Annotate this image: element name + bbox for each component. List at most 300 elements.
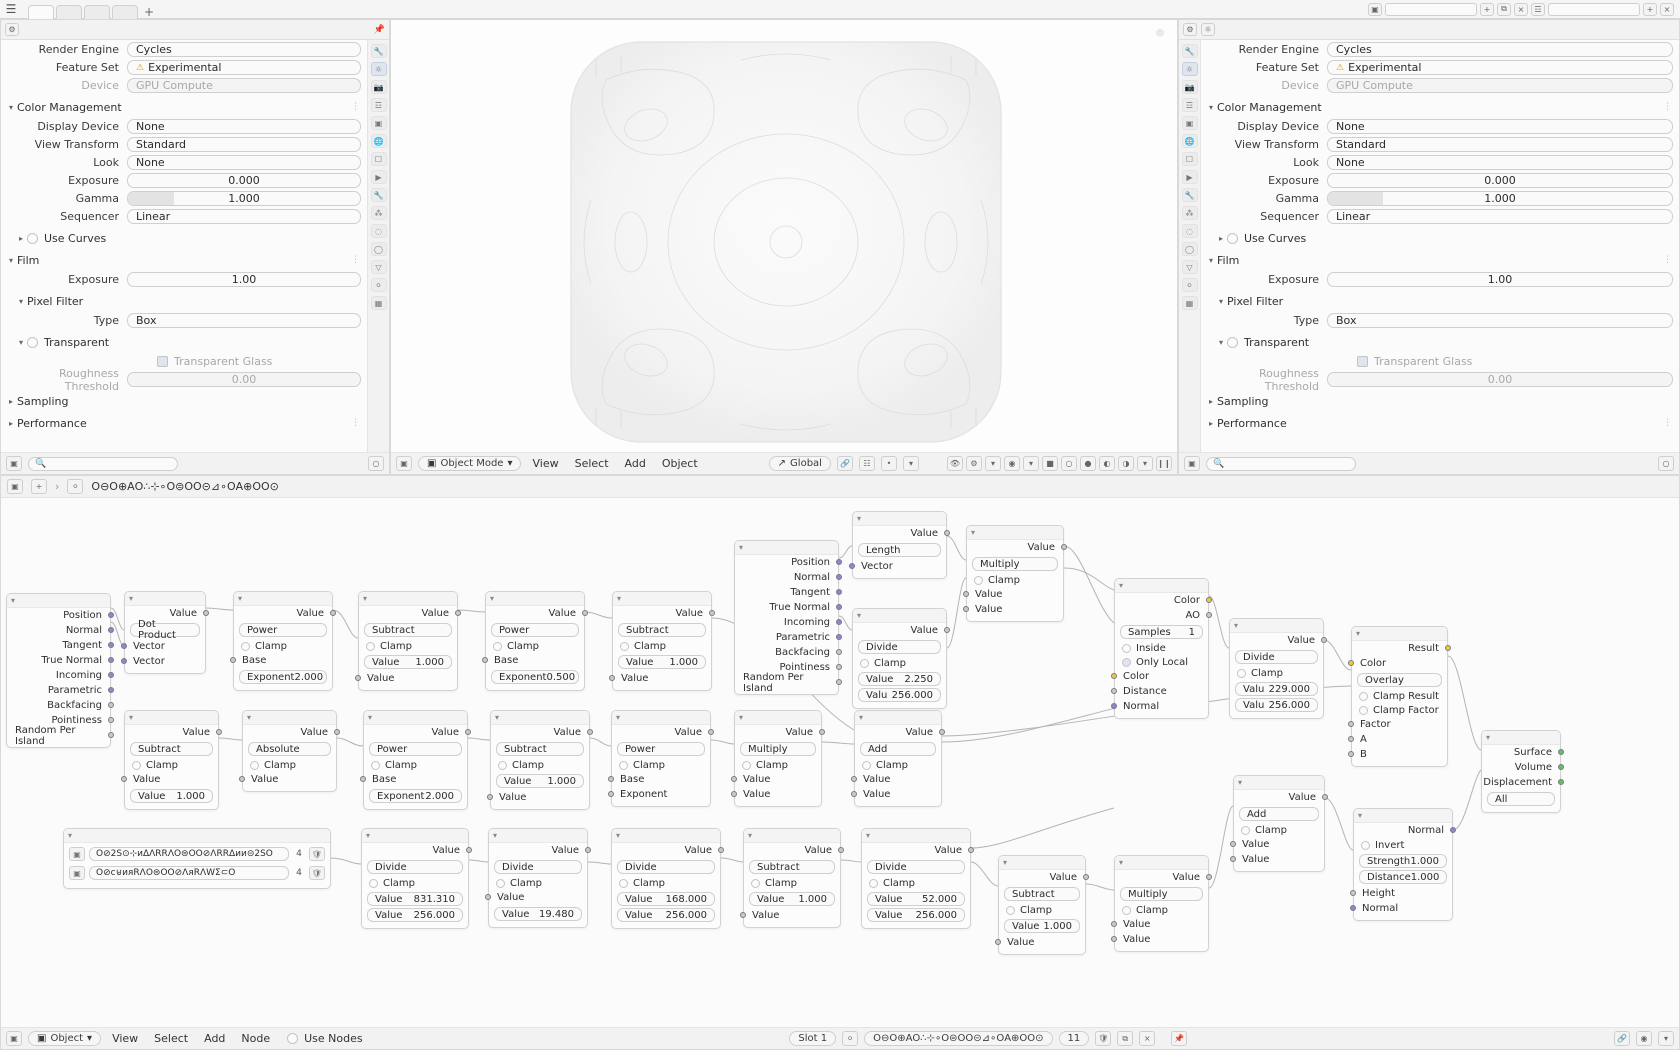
browse-image-icon[interactable]: ▣ — [69, 866, 85, 880]
output-socket[interactable] — [1115, 870, 1208, 885]
socket-dot[interactable] — [836, 649, 842, 655]
roughness-threshold-field[interactable]: 0.00 — [1327, 372, 1673, 387]
node-math-absolute[interactable] — [242, 710, 337, 792]
node-ambient-occlusion[interactable] — [1114, 578, 1209, 719]
node-math-subtract-1[interactable] — [358, 591, 458, 691]
node-value-field[interactable] — [1235, 698, 1318, 712]
node-value-field[interactable] — [496, 774, 584, 788]
overlay-icon[interactable]: ◉ — [1636, 1031, 1652, 1046]
menu-select[interactable]: Select — [154, 1032, 189, 1045]
overlays-dropdown-icon[interactable]: ▾ — [1023, 456, 1039, 471]
node-header[interactable] — [735, 711, 821, 725]
node-vector-math-length[interactable] — [852, 511, 947, 579]
tab-particles[interactable]: ⁂ — [371, 206, 387, 220]
node-checkbox-row[interactable] — [1234, 823, 1324, 837]
socket-dot[interactable] — [608, 776, 614, 782]
scene-icon[interactable]: ▣ — [1368, 3, 1382, 16]
node-header[interactable] — [853, 609, 946, 623]
node-dropdown[interactable] — [239, 623, 327, 637]
socket-dot[interactable] — [731, 791, 737, 797]
output-socket[interactable] — [234, 606, 332, 621]
workspace-tab-2[interactable] — [56, 5, 82, 19]
menu-view[interactable]: View — [112, 1032, 139, 1045]
socket-dot[interactable] — [1230, 841, 1236, 847]
socket-dot[interactable] — [1322, 794, 1328, 800]
output-socket[interactable] — [1230, 633, 1323, 648]
node-value-field[interactable] — [364, 655, 452, 669]
output-socket[interactable] — [612, 843, 720, 858]
node-dropdown[interactable] — [858, 640, 941, 654]
node-dropdown[interactable] — [364, 623, 452, 637]
checkbox[interactable] — [241, 642, 250, 651]
socket-dot[interactable] — [836, 574, 842, 580]
output-socket[interactable] — [862, 843, 970, 858]
node-math-power-2[interactable] — [485, 591, 585, 691]
output-socket[interactable] — [1482, 760, 1560, 775]
node-checkbox-row[interactable] — [855, 758, 941, 772]
node-dropdown[interactable] — [369, 742, 462, 756]
node-dropdown[interactable] — [618, 623, 706, 637]
shield-icon[interactable]: 🛡 — [1095, 1031, 1111, 1046]
socket-dot[interactable] — [108, 642, 114, 648]
output-socket[interactable] — [613, 606, 711, 621]
socket-dot[interactable] — [587, 729, 593, 735]
output-socket[interactable] — [735, 615, 838, 630]
node-value-field[interactable] — [494, 907, 582, 921]
output-socket[interactable] — [7, 638, 110, 653]
pixel-filter-panel-header[interactable] — [1215, 292, 1673, 310]
node-math-divide-3[interactable] — [361, 828, 469, 929]
node-math-add-1[interactable] — [854, 710, 942, 807]
roughness-threshold-field[interactable]: 0.00 — [127, 372, 361, 387]
tab-object[interactable]: ▶ — [1182, 170, 1198, 184]
node-math-power-1[interactable] — [233, 591, 333, 691]
socket-dot[interactable] — [836, 634, 842, 640]
tab-tool[interactable]: 🔧 — [371, 44, 387, 58]
socket-dot[interactable] — [465, 729, 471, 735]
node-image-texture-group[interactable] — [63, 828, 331, 889]
socket-dot[interactable] — [1348, 721, 1354, 727]
socket-dot[interactable] — [330, 610, 336, 616]
socket-dot[interactable] — [108, 612, 114, 618]
node-checkbox-row[interactable] — [862, 876, 970, 890]
film-panel-header[interactable] — [5, 251, 361, 269]
input-socket[interactable] — [1115, 917, 1208, 932]
node-math-multiply-3[interactable] — [1114, 855, 1209, 952]
input-socket[interactable] — [967, 587, 1063, 602]
socket-dot[interactable] — [108, 657, 114, 663]
node-header[interactable] — [1234, 776, 1324, 790]
node-checkbox-row[interactable] — [486, 639, 584, 653]
output-socket[interactable] — [7, 623, 110, 638]
socket-dot[interactable] — [836, 664, 842, 670]
tab-object[interactable]: ▶ — [371, 170, 387, 184]
socket-dot[interactable] — [1230, 856, 1236, 862]
node-checkbox-row[interactable] — [359, 639, 457, 653]
node-dropdown[interactable] — [617, 860, 715, 874]
output-socket[interactable] — [744, 843, 840, 858]
color-management-panel-header[interactable] — [5, 98, 361, 116]
node-value-field[interactable] — [1004, 919, 1080, 933]
checkbox[interactable] — [619, 761, 628, 770]
slot-selector[interactable] — [789, 1031, 836, 1046]
node-value-field[interactable] — [867, 892, 965, 906]
transform-orientation-dropdown[interactable] — [769, 456, 831, 471]
use-curves-panel-header[interactable] — [1215, 229, 1673, 247]
sequencer-dropdown[interactable]: Linear — [1327, 209, 1673, 224]
socket-dot[interactable] — [838, 847, 844, 853]
node-header[interactable] — [359, 592, 457, 606]
output-socket[interactable] — [7, 653, 110, 668]
output-socket[interactable] — [1354, 823, 1452, 838]
node-value-field[interactable] — [618, 655, 706, 669]
node-header[interactable] — [612, 829, 720, 843]
node-bump-node[interactable] — [1353, 808, 1453, 921]
socket-dot[interactable] — [108, 672, 114, 678]
menu-icon[interactable]: ☰ — [5, 2, 17, 16]
node-dropdown[interactable] — [1235, 650, 1318, 664]
input-socket[interactable] — [1352, 732, 1447, 747]
input-socket[interactable] — [486, 653, 584, 668]
node-mix-overlay[interactable] — [1351, 626, 1448, 767]
socket-dot[interactable] — [1350, 905, 1356, 911]
checkbox[interactable] — [498, 761, 507, 770]
render-engine-dropdown[interactable]: Cycles — [127, 42, 361, 57]
input-socket[interactable] — [1352, 656, 1447, 671]
image-datablock-row[interactable] — [69, 865, 325, 881]
node-checkbox-row[interactable] — [125, 758, 218, 772]
tab-view-layer[interactable]: ☲ — [1182, 98, 1198, 112]
workspace-tab-4[interactable] — [112, 5, 138, 19]
node-dropdown[interactable] — [1487, 792, 1555, 806]
output-socket[interactable] — [967, 540, 1063, 555]
options-button[interactable]: ○ — [368, 456, 384, 471]
node-math-divide-5[interactable] — [611, 828, 721, 929]
gamma-slider[interactable] — [127, 191, 361, 206]
output-socket[interactable] — [1482, 745, 1560, 760]
input-socket[interactable] — [489, 890, 587, 905]
node-dropdown[interactable] — [496, 742, 584, 756]
node-math-subtract-3[interactable] — [124, 710, 219, 810]
socket-dot[interactable] — [334, 729, 340, 735]
input-socket[interactable] — [735, 787, 821, 802]
node-dropdown[interactable] — [494, 860, 582, 874]
input-socket[interactable] — [855, 787, 941, 802]
viewport-canvas[interactable] — [391, 20, 1177, 452]
xray-toggle[interactable]: ■ — [1042, 456, 1058, 471]
transparent-checkbox[interactable] — [27, 337, 38, 348]
render-engine-dropdown[interactable]: Cycles — [1327, 42, 1673, 57]
socket-dot[interactable] — [1111, 703, 1117, 709]
node-checkbox-row[interactable] — [362, 876, 468, 890]
output-socket[interactable] — [489, 843, 587, 858]
node-checkbox-row[interactable] — [612, 876, 720, 890]
performance-panel-header[interactable] — [5, 414, 361, 432]
tab-scene[interactable]: ▣ — [371, 116, 387, 130]
node-checkbox-row[interactable] — [612, 758, 710, 772]
display-device-dropdown[interactable]: None — [127, 119, 361, 134]
node-dropdown[interactable] — [858, 543, 941, 557]
socket-dot[interactable] — [455, 610, 461, 616]
exposure-slider[interactable] — [1327, 173, 1673, 188]
output-socket[interactable] — [735, 725, 821, 740]
navigation-gizmo[interactable]: ◎ — [1156, 28, 1164, 38]
input-socket[interactable] — [125, 639, 205, 654]
viewlayer-icon[interactable]: ☲ — [1531, 3, 1545, 16]
input-socket[interactable] — [1115, 684, 1208, 699]
socket-dot[interactable] — [1348, 736, 1354, 742]
node-checkbox-row[interactable] — [234, 639, 332, 653]
snapping-toggle[interactable]: 🔗 — [837, 456, 853, 471]
transparent-glass-row[interactable] — [1357, 353, 1673, 370]
output-socket[interactable] — [125, 725, 218, 740]
pixel-filter-type-dropdown[interactable]: Box — [127, 313, 361, 328]
socket-dot[interactable] — [582, 610, 588, 616]
output-socket[interactable] — [362, 843, 468, 858]
socket-dot[interactable] — [944, 627, 950, 633]
node-header[interactable] — [1115, 856, 1208, 870]
socket-dot[interactable] — [121, 643, 127, 649]
performance-panel-header[interactable] — [1205, 414, 1673, 432]
browse-material-icon[interactable]: ⚪ — [842, 1031, 858, 1046]
node-math-divide-2[interactable] — [1229, 618, 1324, 719]
output-socket[interactable] — [853, 623, 946, 638]
shading-rendered[interactable]: ◑ — [1118, 456, 1134, 471]
transparent-checkbox[interactable] — [1227, 337, 1238, 348]
gizmo-dropdown-icon[interactable]: ▾ — [985, 456, 1001, 471]
socket-dot[interactable] — [121, 776, 127, 782]
pin-icon[interactable]: 📌 — [373, 24, 385, 35]
node-checkbox-row[interactable] — [1354, 838, 1452, 852]
socket-dot[interactable] — [1083, 874, 1089, 880]
shading-dropdown-icon[interactable]: ▾ — [1137, 456, 1153, 471]
input-socket[interactable] — [744, 908, 840, 923]
node-checkbox-row[interactable] — [999, 903, 1085, 917]
browse-image-icon[interactable]: ▣ — [69, 847, 85, 861]
node-value-field[interactable] — [858, 672, 941, 686]
socket-dot[interactable] — [1111, 688, 1117, 694]
output-socket[interactable] — [7, 724, 110, 747]
socket-dot[interactable] — [1558, 749, 1564, 755]
node-math-divide-4[interactable] — [488, 828, 588, 928]
node-geometry-2[interactable] — [734, 540, 839, 695]
image-name[interactable]: Ο⊘2S⊙⊹ᴎΔΛRRΛΟ⊜ΟΟ⊘ΛRRΔᴎᴎ⊝2SΟ — [89, 847, 289, 861]
checkbox[interactable] — [371, 761, 380, 770]
input-socket[interactable] — [125, 654, 205, 669]
socket-dot[interactable] — [1111, 921, 1117, 927]
node-header[interactable] — [862, 829, 970, 843]
workspace-tab-1[interactable] — [28, 5, 54, 19]
film-exposure-field[interactable]: 1.00 — [127, 272, 361, 287]
node-checkbox-row[interactable] — [744, 876, 840, 890]
socket-dot[interactable] — [108, 702, 114, 708]
tab-data[interactable]: ▽ — [1182, 260, 1198, 274]
node-header[interactable] — [1354, 809, 1452, 823]
sequencer-dropdown[interactable]: Linear — [127, 209, 361, 224]
output-socket[interactable] — [1115, 608, 1208, 623]
output-socket[interactable] — [7, 668, 110, 683]
node-dropdown[interactable] — [867, 860, 965, 874]
gamma-slider[interactable] — [1327, 191, 1673, 206]
socket-dot[interactable] — [939, 729, 945, 735]
node-value-field[interactable] — [369, 789, 462, 803]
output-socket[interactable] — [735, 585, 838, 600]
node-dropdown[interactable] — [130, 742, 213, 756]
editor-type-button[interactable]: ▣ — [6, 456, 22, 471]
socket-dot[interactable] — [216, 729, 222, 735]
node-header[interactable] — [855, 711, 941, 725]
node-header[interactable] — [486, 592, 584, 606]
output-socket[interactable] — [855, 725, 941, 740]
node-checkbox-row[interactable] — [364, 758, 467, 772]
checkbox[interactable] — [496, 879, 505, 888]
transparent-panel-header[interactable] — [1215, 333, 1673, 351]
socket-dot[interactable] — [1350, 890, 1356, 896]
editor-type-button[interactable]: ▣ — [7, 479, 23, 494]
new-material-icon[interactable]: ⧉ — [1117, 1031, 1133, 1046]
checkbox[interactable] — [132, 761, 141, 770]
shading-solid[interactable]: ● — [1080, 456, 1096, 471]
node-dropdown[interactable] — [860, 742, 936, 756]
node-math-multiply-2[interactable] — [734, 710, 822, 807]
output-socket[interactable] — [359, 606, 457, 621]
socket-dot[interactable] — [718, 847, 724, 853]
socket-dot[interactable] — [963, 606, 969, 612]
input-socket[interactable] — [125, 772, 218, 787]
socket-dot[interactable] — [355, 675, 361, 681]
socket-dot[interactable] — [836, 679, 842, 685]
node-header[interactable] — [1482, 731, 1560, 745]
tab-texture[interactable]: ▦ — [371, 296, 387, 310]
output-socket[interactable] — [735, 645, 838, 660]
node-header[interactable] — [364, 711, 467, 725]
socket-dot[interactable] — [708, 729, 714, 735]
node-header[interactable] — [1230, 619, 1323, 633]
socket-dot[interactable] — [1558, 779, 1564, 785]
tab-modifiers[interactable]: 🔧 — [371, 188, 387, 202]
output-socket[interactable] — [999, 870, 1085, 885]
node-dropdown[interactable] — [1004, 887, 1080, 901]
node-math-divide-6[interactable] — [861, 828, 971, 929]
socket-dot[interactable] — [609, 675, 615, 681]
checkbox[interactable] — [1359, 692, 1368, 701]
input-socket[interactable] — [1354, 901, 1452, 916]
view-transform-dropdown[interactable]: Standard — [127, 137, 361, 152]
output-socket[interactable] — [1352, 641, 1447, 656]
tab-texture[interactable]: ▦ — [1182, 296, 1198, 310]
output-socket[interactable] — [1234, 790, 1324, 805]
node-math-subtract-6[interactable] — [998, 855, 1086, 955]
input-socket[interactable] — [491, 790, 589, 805]
socket-dot[interactable] — [485, 894, 491, 900]
socket-dot[interactable] — [1450, 827, 1456, 833]
socket-dot[interactable] — [108, 732, 114, 738]
node-math-subtract-2[interactable] — [612, 591, 712, 691]
look-dropdown[interactable]: None — [127, 155, 361, 170]
tab-modifiers[interactable]: 🔧 — [1182, 188, 1198, 202]
input-socket[interactable] — [1234, 837, 1324, 852]
node-checkbox-row[interactable] — [1115, 641, 1208, 655]
input-socket[interactable] — [1234, 852, 1324, 867]
output-socket[interactable] — [853, 526, 946, 541]
input-socket[interactable] — [1354, 886, 1452, 901]
display-device-dropdown[interactable]: None — [1327, 119, 1673, 134]
feature-set-dropdown[interactable] — [1327, 60, 1673, 75]
tab-render[interactable]: ☼ — [1182, 62, 1198, 76]
search-input[interactable] — [28, 457, 178, 471]
socket-dot[interactable] — [819, 729, 825, 735]
input-socket[interactable] — [1115, 669, 1208, 684]
proportional-falloff-icon[interactable]: ▾ — [903, 456, 919, 471]
color-management-panel-header[interactable] — [1205, 98, 1673, 116]
checkbox[interactable] — [1361, 841, 1370, 850]
tab-collection[interactable]: ☐ — [371, 152, 387, 166]
socket-dot[interactable] — [1445, 645, 1451, 651]
image-name[interactable]: Ο⊘ᴄ⊎ᴎᴙRΛΟ⊜ΟΟ⊘ΛᴙRΛWΣ⊂Ο — [89, 866, 289, 880]
checkbox[interactable] — [493, 642, 502, 651]
socket-dot[interactable] — [1206, 612, 1212, 618]
node-header[interactable] — [1115, 579, 1208, 593]
socket-dot[interactable] — [944, 530, 950, 536]
pixel-filter-panel-header[interactable] — [15, 292, 361, 310]
node-header[interactable] — [735, 541, 838, 555]
node-header[interactable] — [613, 592, 711, 606]
input-socket[interactable] — [1352, 717, 1447, 732]
output-socket[interactable] — [735, 630, 838, 645]
socket-dot[interactable] — [108, 717, 114, 723]
checkbox[interactable] — [1006, 906, 1015, 915]
checkbox[interactable] — [869, 879, 878, 888]
node-checkbox-row[interactable] — [1352, 689, 1447, 703]
socket-dot[interactable] — [963, 591, 969, 597]
material-icon[interactable]: ⚪ — [67, 479, 83, 494]
node-math-power-4[interactable] — [611, 710, 711, 807]
tab-output[interactable]: 📷 — [371, 80, 387, 94]
use-curves-checkbox[interactable] — [27, 233, 38, 244]
input-socket[interactable] — [364, 772, 467, 787]
socket-dot[interactable] — [1558, 764, 1564, 770]
snap-options-icon[interactable]: ☷ — [859, 456, 875, 471]
material-users-count[interactable] — [1059, 1031, 1090, 1046]
node-geometry-1[interactable] — [6, 593, 111, 748]
checkbox[interactable] — [1122, 906, 1131, 915]
mode-selector[interactable] — [418, 456, 521, 471]
tab-view-layer[interactable]: ☲ — [371, 98, 387, 112]
node-canvas[interactable] — [1, 498, 1679, 1027]
node-header[interactable] — [234, 592, 332, 606]
output-socket[interactable] — [7, 608, 110, 623]
socket-dot[interactable] — [836, 589, 842, 595]
checkbox[interactable] — [1237, 669, 1246, 678]
image-datablock-row[interactable] — [69, 846, 325, 862]
node-header[interactable] — [853, 512, 946, 526]
output-socket[interactable] — [364, 725, 467, 740]
scene-field[interactable] — [1385, 3, 1477, 16]
tab-output[interactable]: 📷 — [1182, 80, 1198, 94]
node-header[interactable] — [491, 711, 589, 725]
socket-dot[interactable] — [1061, 544, 1067, 550]
transparent-glass-checkbox[interactable] — [1357, 356, 1368, 367]
output-socket[interactable] — [1115, 593, 1208, 608]
node-dropdown[interactable] — [1239, 807, 1319, 821]
node-value-field[interactable] — [1235, 682, 1318, 696]
socket-dot[interactable] — [608, 791, 614, 797]
use-nodes-toggle[interactable] — [287, 1030, 363, 1047]
tab-scene[interactable]: ▣ — [1182, 116, 1198, 130]
menu-add[interactable]: Add — [204, 1032, 226, 1045]
pin-icon[interactable]: 📌 — [1171, 1031, 1187, 1046]
checkbox[interactable] — [619, 879, 628, 888]
